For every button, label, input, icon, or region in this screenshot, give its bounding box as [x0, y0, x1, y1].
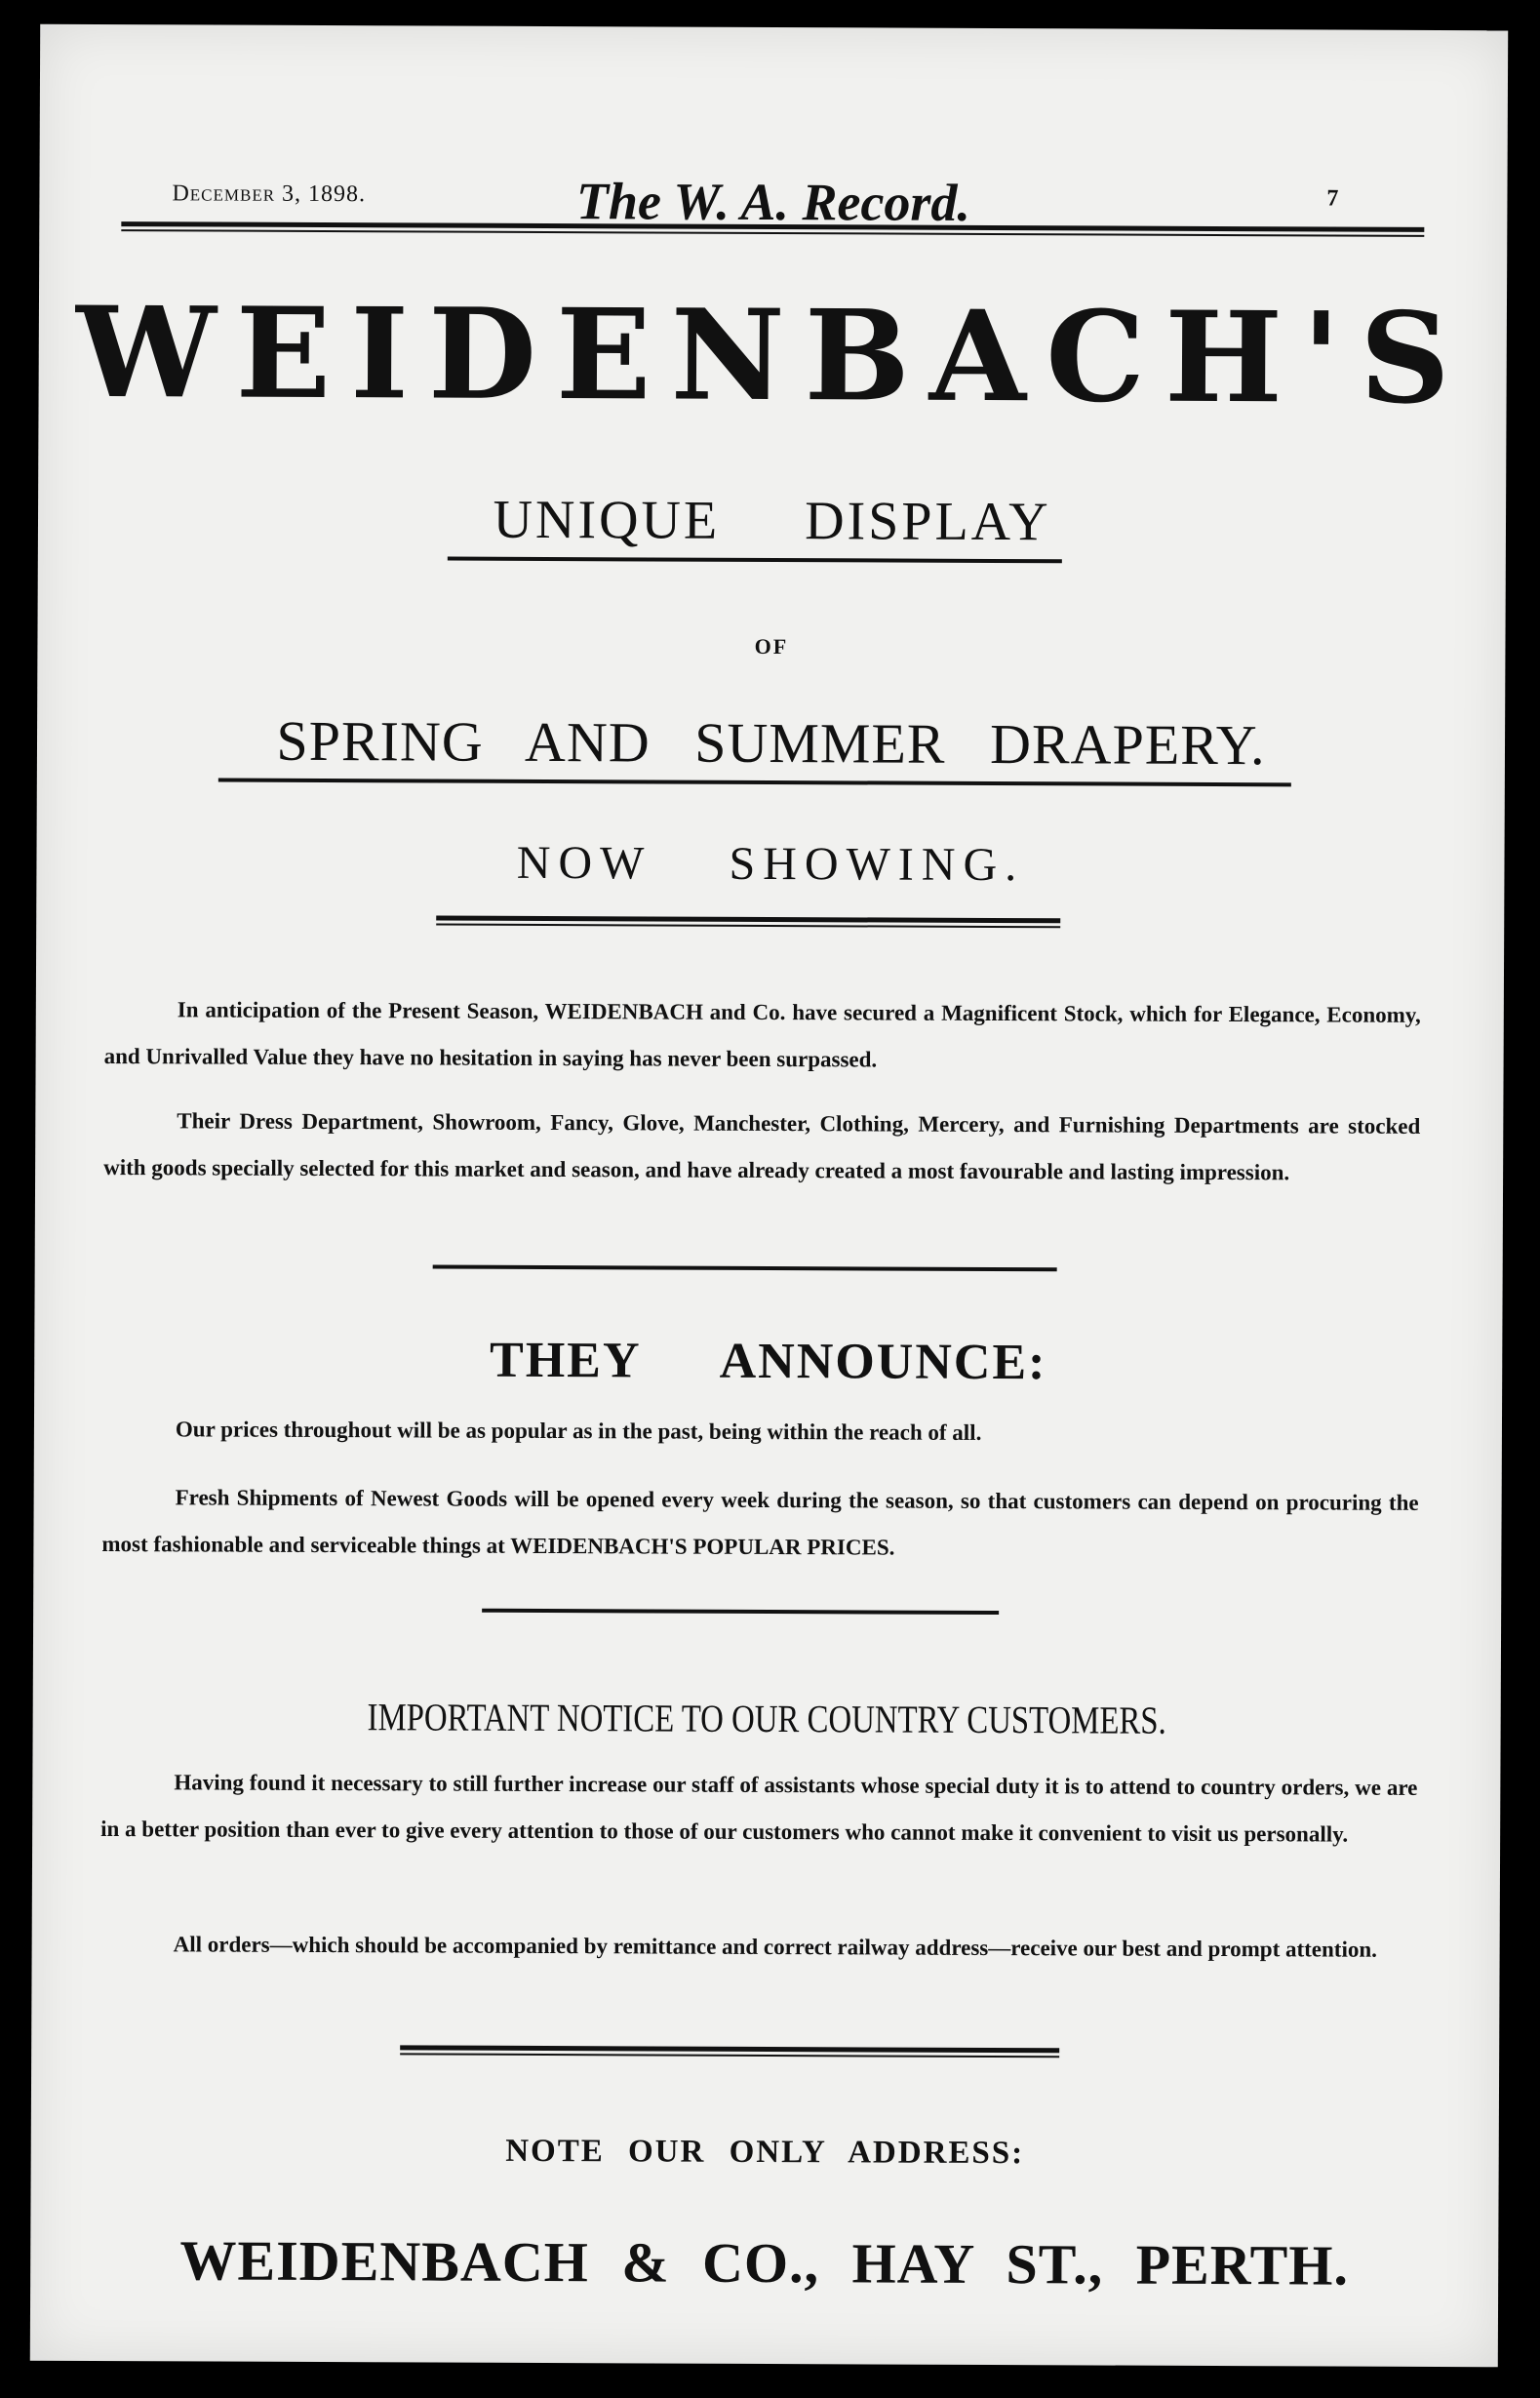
intro-paragraph-2: Their Dress Department, Showroom, Fancy, Glove, Manchester, Clothing, Mercery, and Furnishing Departments are stocked with goods specially selected for this market and season, and have already created a most favourable and lasting impression. [103, 1108, 1421, 1185]
subtitle-underline [448, 557, 1062, 564]
announce-paragraph-1: Our prices throughout will be as popular as in the past, being within the reach of all. [175, 1417, 982, 1445]
announce-paragraph-2: Fresh Shipments of Newest Goods will be opened every week during the season, so that customers can depend on procuring the most fashionable and serviceable things at WEIDENBACH'S POPULAR PRICES. [101, 1485, 1419, 1560]
newspaper-page [30, 24, 1508, 2368]
notice-paragraph-2: All orders—which should be accompanied by remittance and correct railway address—receive our best and prompt attention. [173, 1932, 1377, 1962]
note-heading: NOTE OUR ONLY ADDRESS: [505, 2133, 1025, 2172]
page-number: 7 [1326, 185, 1339, 212]
subtitle-underline-2 [218, 779, 1291, 787]
notice-heading: IMPORTANT NOTICE TO OUR COUNTRY CUSTOMERS. [367, 1695, 1166, 1742]
subtitle-spring-summer: SPRING AND SUMMER DRAPERY. [276, 708, 1266, 778]
subtitle-now-showing: NOW SHOWING. [516, 836, 1025, 892]
section-divider-3 [482, 1609, 999, 1615]
subtitle-unique-display: UNIQUE DISPLAY [493, 489, 1051, 553]
issue-date: December 3, 1898. [172, 180, 367, 208]
notice-paragraph-1: Having found it necessary to still further increase our staff of assistants whose special duty it is to attend to country orders, we are in a better position than ever to give every attention to those of our customers who cannot make it convenient to visit us personally. [100, 1770, 1418, 1847]
store-address: WEIDENBACH & CO., HAY ST., PERTH. [179, 2228, 1350, 2298]
section-divider-2 [433, 1264, 1057, 1271]
publication-title: The W. A. Record. [575, 172, 971, 232]
intro-paragraph-1: In anticipation of the Present Season, WEIDENBACH and Co. have secured a Magnificent Stock, which for Elegance, Economy, and Unrivalled Value they have no hesitation in saying has never been surpassed. [103, 997, 1421, 1072]
section-divider-1 [436, 916, 1060, 929]
advert-title: WEIDENBACH'S [75, 279, 1470, 433]
announce-heading: THEY ANNOUNCE: [489, 1332, 1047, 1391]
subtitle-of: OF [754, 633, 789, 659]
section-divider-4 [400, 2045, 1059, 2058]
